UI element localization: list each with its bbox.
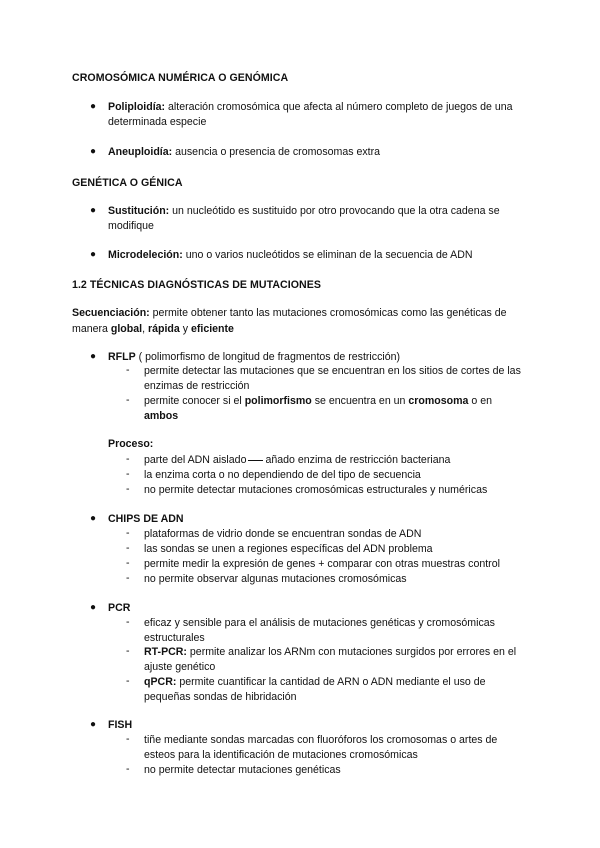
term-aneuploidia: Aneuploidía:: [108, 146, 173, 158]
bullet-icon: ●: [90, 146, 97, 157]
list-item-aneuploidia: [108, 145, 528, 160]
bullet-icon: ●: [90, 249, 97, 260]
dash-icon: -: [126, 733, 130, 745]
pcr-title: PCR: [108, 602, 131, 614]
term-global: global: [110, 322, 143, 335]
heading-cromosomica-numerica: CROMOSÓMICA NUMÉRICA O GENÓMICA: [72, 72, 289, 84]
dash-icon: -: [126, 616, 130, 628]
bullet-icon: ●: [90, 351, 97, 362]
chips-item-4: no permite observar algunas mutaciones cromosómicas: [144, 573, 407, 585]
bullet-icon: ●: [90, 205, 97, 216]
term-rapida: rápida: [147, 322, 180, 335]
list-item-microdelecion: [108, 248, 528, 263]
pcr-item-3-text: permite cuantificar la cantidad de ARN o ADN mediante el uso de pequeñas sondas de hibridación: [144, 676, 486, 703]
fish-item-2: no permite detectar mutaciones genéticas: [144, 764, 341, 776]
dash-icon: -: [126, 542, 130, 554]
term-qpcr: qPCR:: [144, 676, 177, 688]
rflp-item-2-text-c: se encuentra en un: [311, 395, 409, 407]
list-item-rflp: [108, 350, 528, 365]
text-secuenciacion: permite obtener tanto las mutaciones cromosómicas como las genéticas de manera: [72, 307, 507, 335]
term-sustitucion: Sustitución:: [108, 205, 170, 217]
bullet-icon: ●: [90, 719, 97, 730]
dash-icon: -: [126, 763, 130, 775]
text-poliploidia: alteración cromosómica que afecta al número completo de juegos de una determinada especie: [108, 101, 513, 128]
bullet-icon: ●: [90, 602, 97, 613]
dash-icon: -: [126, 527, 130, 539]
proceso-item-1-text-b: añado enzima de restricción bacteriana: [265, 454, 451, 466]
dash-icon: -: [126, 394, 130, 406]
term-secuenciacion: Secuenciación:: [72, 307, 150, 319]
fish-title: FISH: [108, 719, 133, 731]
text-sustitucion: un nucleótido es sustituido por otro provocando que la otra cadena se modifique: [108, 205, 500, 232]
list-item-fish: [108, 718, 528, 733]
rflp-item-1: permite detectar las mutaciones que se encuentran en los sitios de cortes de las enzimas de restricción: [144, 365, 521, 392]
heading-tecnicas: 1.2 TÉCNICAS DIAGNÓSTICAS DE MUTACIONES: [72, 279, 321, 291]
bullet-icon: ●: [90, 101, 97, 112]
heading-genetica: GENÉTICA O GÉNICA: [72, 177, 183, 189]
proceso-item-1-text-a: parte del ADN aislado: [144, 454, 247, 466]
paragraph-secuenciacion: [72, 306, 532, 337]
rflp-item-2-text-e: o en: [468, 395, 493, 407]
dash-icon: -: [126, 572, 130, 584]
term-poliploidia: Poliploidía:: [108, 101, 166, 113]
list-item-chips: [108, 512, 528, 527]
rflp-title: RFLP: [108, 351, 136, 363]
dash-icon: -: [126, 453, 130, 465]
term-microdelecion: Microdeleción:: [108, 249, 183, 261]
pcr-item-2: [144, 645, 529, 675]
chips-item-2: las sondas se unen a regiones específicas del ADN problema: [144, 543, 433, 555]
dash-icon: -: [126, 675, 130, 687]
text-comma: ,: [142, 322, 148, 335]
fish-item-1: tiñe mediante sondas marcadas con fluoróforos los cromosomas o artes de esteos para la identificación de mutaciones cromosómicas: [144, 734, 498, 761]
text-microdelecion: uno o varios nucleótidos se eliminan de la secuencia de ADN: [182, 249, 473, 261]
dash-icon: -: [126, 557, 130, 569]
proceso-item-2: la enzima corta o no dependiendo de del tipo de secuencia: [144, 469, 421, 481]
dash-icon: -: [126, 483, 130, 495]
chips-title: CHIPS DE ADN: [108, 513, 184, 525]
dash-icon: -: [126, 468, 130, 480]
arrow-icon: [248, 460, 263, 461]
chips-item-1: plataformas de vidrio donde se encuentran sondas de ADN: [144, 528, 422, 540]
term-polimorfismo: polimorfismo: [244, 395, 312, 407]
pcr-item-3: [144, 675, 529, 705]
list-item-pcr: [108, 601, 528, 616]
rflp-item-2-text-a: permite conocer si el: [144, 395, 245, 407]
term-rt-pcr: RT-PCR:: [144, 646, 187, 658]
rflp-subtitle: ( polimorfismo de longitud de fragmentos de restricción): [135, 351, 401, 363]
dash-icon: -: [126, 645, 130, 657]
rflp-item-2: [144, 394, 529, 424]
dash-icon: -: [126, 364, 130, 376]
list-item-sustitucion: [108, 204, 528, 234]
pcr-item-1: eficaz y sensible para el análisis de mutaciones genéticas y cromosómicas estructurales: [144, 617, 495, 644]
proceso-label: Proceso:: [108, 438, 154, 450]
list-item-poliploidia: [108, 100, 528, 130]
chips-item-3: permite medir la expresión de genes + comparar con otras muestras control: [144, 558, 500, 570]
pcr-item-2-text: permite analizar los ARNm con mutaciones surgidos por errores en el ajuste genético: [144, 646, 517, 673]
proceso-item-1: [144, 453, 529, 468]
text-y: y: [179, 322, 191, 335]
term-cromosoma: cromosoma: [408, 395, 469, 407]
term-ambos: ambos: [144, 410, 179, 422]
term-eficiente: eficiente: [190, 322, 234, 335]
proceso-item-3: no permite detectar mutaciones cromosómicas estructurales y numéricas: [144, 484, 488, 496]
bullet-icon: ●: [90, 513, 97, 524]
text-aneuploidia: ausencia o presencia de cromosomas extra: [172, 146, 381, 158]
